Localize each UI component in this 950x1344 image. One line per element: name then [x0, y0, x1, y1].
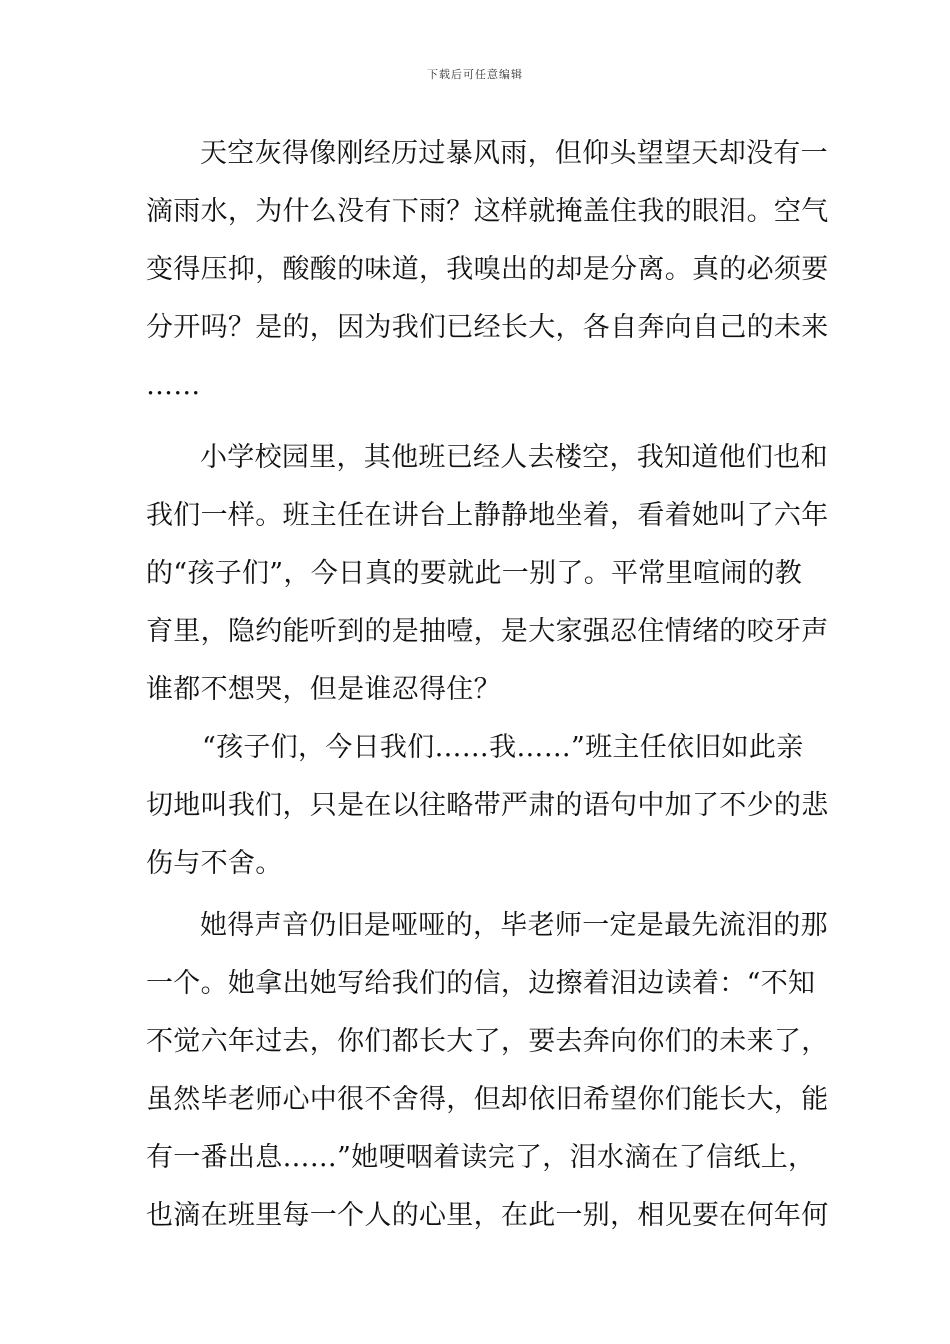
text-line: 小学校园里，其他班已经人去楼空，我知道他们也和 — [200, 442, 828, 473]
text-line: 有一番出息……”她哽咽着读完了，泪水滴在了信纸上， — [146, 1142, 816, 1173]
document-body — [146, 125, 829, 1245]
text-line: 我们一样。班主任在讲台上静静地坐着，看着她叫了六年 — [146, 500, 829, 531]
text-line: 也滴在班里每一个人的心里，在此一别，相见要在何年何 — [146, 1200, 829, 1231]
text-line: 伤与不舍。 — [146, 848, 283, 879]
text-line: 她得声音仍旧是哑哑的，毕老师一定是最先流泪的那 — [200, 910, 828, 941]
text-line: 的“孩子们”，今日真的要就此一别了。平常里喧闹的教 — [146, 558, 803, 589]
paragraph-1 — [146, 125, 829, 415]
text-line: 滴雨水，为什么没有下雨？这样就掩盖住我的眼泪。空气 — [146, 196, 829, 227]
text-line: 不觉六年过去，你们都长大了，要去奔向你们的未来了， — [146, 1026, 829, 1057]
text-line: 育里，隐约能听到的是抽噎，是大家强忍住情绪的咬牙声 — [146, 616, 829, 647]
text-line: 分开吗？是的，因为我们已经长大，各自奔向自己的未来 — [146, 312, 829, 343]
text-line: 切地叫我们，只是在以往略带严肃的语句中加了不少的悲 — [146, 790, 829, 821]
paragraph-2 — [146, 429, 829, 719]
text-line: 谁都不想哭，但是谁忍得住？ — [146, 674, 501, 705]
text-line: …… — [146, 370, 201, 401]
text-line: 虽然毕老师心中很不舍得，但却依旧希望你们能长大，能 — [146, 1084, 829, 1115]
header-note: 下载后可任意编辑 — [427, 68, 523, 81]
text-line: “孩子们，今日我们……我……”班主任依旧如此亲 — [202, 732, 804, 763]
text-line: 一个。她拿出她写给我们的信，边擦着泪边读着：“不知 — [146, 968, 816, 999]
paragraph-3 — [146, 719, 829, 893]
paragraph-4 — [146, 897, 829, 1245]
text-line: 变得压抑，酸酸的味道，我嗅出的却是分离。真的必须要 — [146, 254, 829, 285]
text-line: 天空灰得像刚经历过暴风雨，但仰头望望天却没有一 — [200, 138, 828, 169]
